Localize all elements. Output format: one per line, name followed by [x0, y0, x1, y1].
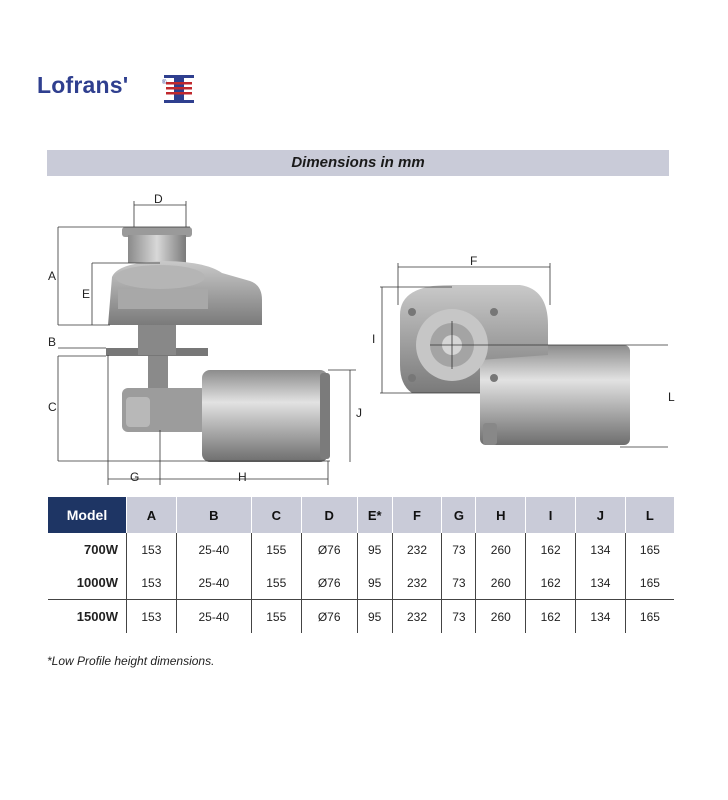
- header-i: I: [526, 497, 576, 533]
- cell-model: 1000W: [48, 566, 127, 600]
- cell-a: 153: [127, 533, 177, 566]
- header-h: H: [476, 497, 526, 533]
- cell-l: 165: [625, 566, 674, 600]
- cell-d: Ø76: [301, 533, 357, 566]
- header-j: J: [576, 497, 626, 533]
- cell-g: 73: [442, 566, 476, 600]
- top-view: [372, 254, 675, 447]
- dim-label-h: H: [238, 470, 247, 484]
- dimensions-table: [47, 497, 674, 633]
- cell-i: 162: [526, 566, 576, 600]
- cell-b: 25-40: [176, 533, 251, 566]
- header-model: Model: [48, 497, 127, 533]
- logo-registered-mark: ®: [162, 80, 167, 86]
- dim-label-e: E: [82, 287, 91, 301]
- dim-label-b: B: [48, 335, 57, 349]
- cell-c: 155: [251, 533, 301, 566]
- header-e: E*: [357, 497, 392, 533]
- cell-f: 232: [392, 566, 442, 600]
- dim-label-g: G: [130, 470, 140, 484]
- cell-j: 134: [576, 533, 626, 566]
- cell-i: 162: [526, 533, 576, 566]
- dim-label-c: C: [48, 400, 57, 414]
- cell-c: 155: [251, 566, 301, 600]
- dimensions-header-band: [47, 150, 669, 176]
- header-b: B: [176, 497, 251, 533]
- table-row: [48, 600, 675, 634]
- table-row: [48, 533, 675, 566]
- cell-l: 165: [625, 533, 674, 566]
- footnote: *Low Profile height dimensions.: [47, 654, 215, 668]
- cell-j: 134: [576, 566, 626, 600]
- logo-text: Lofrans': [37, 72, 129, 98]
- cell-b: 25-40: [176, 566, 251, 600]
- dim-label-d: D: [154, 192, 163, 206]
- table-header-row: [48, 497, 675, 533]
- cell-d: Ø76: [301, 566, 357, 600]
- cell-i: 162: [526, 600, 576, 634]
- table-row: [48, 566, 675, 600]
- cell-j: 134: [576, 600, 626, 634]
- side-view: [48, 192, 362, 485]
- windlass-dimension-drawing: [0, 185, 728, 490]
- cell-h: 260: [476, 533, 526, 566]
- cell-b: 25-40: [176, 600, 251, 634]
- lofrans-logo: [37, 72, 197, 106]
- header-d: D: [301, 497, 357, 533]
- dim-label-l: L: [668, 390, 675, 404]
- cell-model: 700W: [84, 542, 118, 557]
- header-g: G: [442, 497, 476, 533]
- cell-e: 95: [357, 566, 392, 600]
- cell-f: 232: [392, 533, 442, 566]
- header-f: F: [392, 497, 442, 533]
- cell-g: 73: [442, 600, 476, 634]
- header-l: L: [625, 497, 674, 533]
- dim-label-j: J: [356, 406, 362, 420]
- dim-label-f: F: [470, 254, 478, 268]
- cell-a: 153: [127, 600, 177, 634]
- logo-capstan-icon: [162, 73, 196, 105]
- header-a: A: [127, 497, 177, 533]
- cell-h: 260: [476, 566, 526, 600]
- dim-label-i: I: [372, 332, 376, 346]
- cell-a: 153: [127, 566, 177, 600]
- cell-e: 95: [357, 533, 392, 566]
- cell-c: 155: [251, 600, 301, 634]
- dimensions-title: Dimensions in mm: [291, 154, 425, 171]
- cell-h: 260: [476, 600, 526, 634]
- cell-f: 232: [392, 600, 442, 634]
- cell-g: 73: [442, 533, 476, 566]
- cell-d: Ø76: [301, 600, 357, 634]
- cell-l: 165: [625, 600, 674, 634]
- cell-e: 95: [357, 600, 392, 634]
- cell-model: 1500W: [76, 609, 118, 624]
- dim-label-a: A: [48, 269, 57, 283]
- header-c: C: [251, 497, 301, 533]
